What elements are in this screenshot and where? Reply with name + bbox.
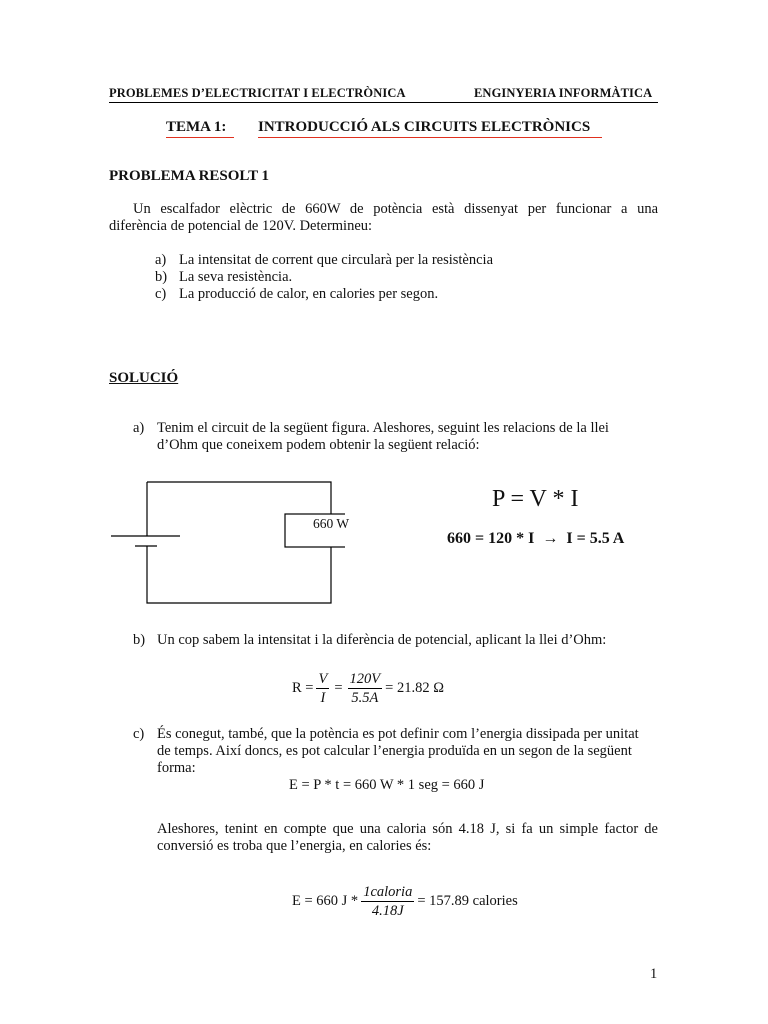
solution-a-line1: Tenim el circuit de la següent figura. Aleshores, seguint les relacions de la llei (157, 420, 609, 436)
circuit-diagram (105, 476, 345, 610)
fraction-denominator: 5.5A (351, 690, 379, 706)
list-item: La seva resistència. (179, 269, 293, 285)
eq-equals: = (334, 680, 343, 696)
current-result: 660 = 120 * I → I = 5.5 A (447, 530, 625, 547)
solution-b-text: Un cop sabem la intensitat i la diferència de potencial, aplicant la llei d’Ohm: (157, 632, 607, 648)
problem-statement-line1: Un escalfador elèctric de 660W de potència està dissenyat per funcionar a una (133, 201, 658, 217)
eq-lhs: R = (292, 680, 314, 696)
list-item: La intensitat de corrent que circularà per la resistència (179, 252, 494, 268)
problem-heading: PROBLEMA RESOLT 1 (109, 168, 270, 184)
page-number: 1 (650, 966, 658, 982)
topic-label: TEMA 1: (166, 119, 227, 135)
solution-c-line1: És conegut, també, que la potència es pot definir com l’energia dissipada per unitat (157, 726, 639, 742)
problem-statement-line2: diferència de potencial de 120V. Determineu: (109, 218, 373, 234)
solution-heading: SOLUCIÓ (109, 370, 179, 386)
list-marker: b) (133, 632, 146, 648)
eq-rhs: = 21.82 Ω (385, 680, 444, 696)
topic-title: INTRODUCCIÓ ALS CIRCUITS ELECTRÒNICS (258, 119, 591, 135)
circuit-wire (147, 546, 331, 603)
list-marker: a) (155, 252, 167, 268)
list-item: La producció de calor, en calories per segon. (179, 286, 439, 302)
header-right: ENGINYERIA INFORMÀTICA (474, 86, 653, 100)
spellcheck-underline (258, 137, 602, 138)
energy-equation: E = P * t = 660 W * 1 seg = 660 J (289, 777, 485, 793)
fraction-numerator: 1caloria (363, 884, 413, 900)
solution-c-line3: forma: (157, 760, 196, 776)
power-formula: P = V * I (492, 486, 579, 512)
fraction (361, 884, 414, 919)
fraction-denominator: 4.18J (371, 903, 404, 919)
circuit-wire (147, 482, 331, 517)
fraction-numerator: 120V (349, 671, 381, 687)
resistance-equation (292, 671, 444, 706)
calorie-equation (292, 884, 518, 919)
spellcheck-underline (166, 137, 234, 138)
solution-c-para-line1: Aleshores, tenint en compte que una caloria són 4.18 J, si fa un simple factor de (157, 821, 658, 837)
header-left: PROBLEMES D’ELECTRICITAT I ELECTRÒNICA (109, 86, 406, 100)
resistor-label: 660 W (312, 516, 350, 531)
list-marker: b) (155, 269, 168, 285)
fraction (316, 671, 329, 706)
solution-c-line2: de temps. Així doncs, es pot calcular l’energia produïda en un segon de la següent (157, 743, 632, 759)
header-rule (109, 102, 658, 103)
fraction-numerator: V (318, 671, 328, 687)
fraction-denominator: I (320, 690, 326, 706)
list-marker: a) (133, 420, 145, 436)
list-marker: c) (155, 286, 167, 302)
eq-rhs: = 157.89 calories (417, 893, 518, 909)
list-marker: c) (133, 726, 145, 742)
fraction (348, 671, 383, 706)
solution-a-line2: d’Ohm que coneixem podem obtenir la següent relació: (157, 437, 480, 453)
solution-c-para-line2: conversió es troba que l’energia, en calories és: (157, 838, 432, 854)
eq-lhs: E = 660 J * (292, 893, 359, 909)
